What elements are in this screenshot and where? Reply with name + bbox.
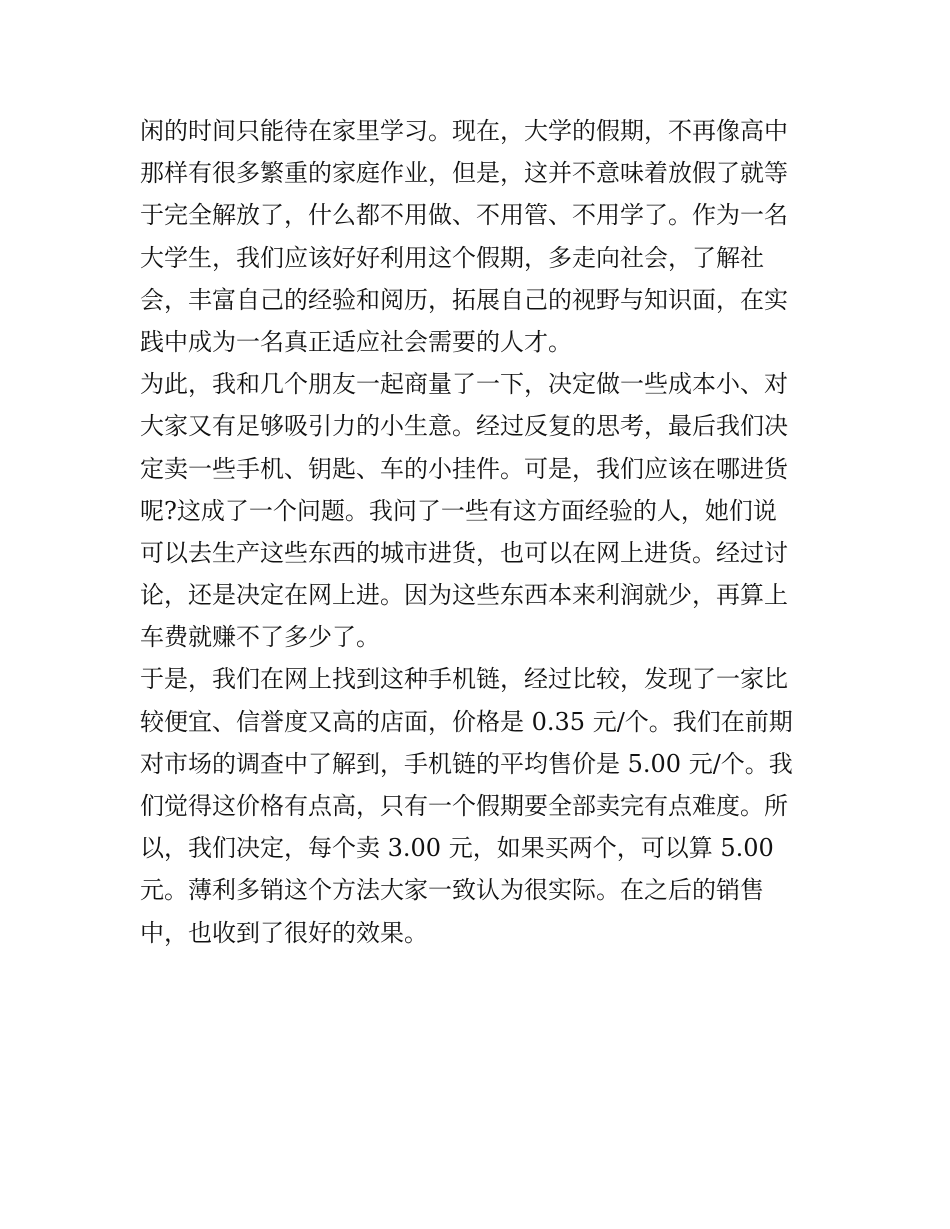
- text-line: 们觉得这价格有点高，只有一个假期要全部卖完有点难度。所: [140, 792, 788, 820]
- text-line: 可以去生产这些东西的城市进货，也可以在网上进货。经过讨: [140, 538, 788, 567]
- text-line: 较便宜、信誉度又高的店面，价格是 0.35 元/个。我们在前期: [140, 707, 793, 736]
- text-line: 对市场的调查中了解到，手机链的平均售价是 5.00 元/个。我: [140, 749, 793, 778]
- text-line: 车费就赚不了多少了。: [140, 623, 380, 652]
- text-line: 大学生，我们应该好好利用这个假期，多走向社会，了解社: [140, 243, 764, 272]
- text-line: 践中成为一名真正适应社会需要的人才。: [140, 327, 572, 356]
- text-line: 元。薄利多销这个方法大家一致认为很实际。在之后的销售: [140, 876, 764, 905]
- text-line: 论，还是决定在网上进。因为这些东西本来利润就少，再算上: [140, 581, 788, 610]
- text-line: 定卖一些手机、钥匙、车的小挂件。可是，我们应该在哪进货: [140, 454, 788, 483]
- text-line: 会，丰富自己的经验和阅历，拓展自己的视野与知识面，在实: [140, 285, 788, 314]
- text-line: 为此，我和几个朋友一起商量了一下，决定做一些成本小、对: [140, 370, 788, 399]
- text-line: 那样有很多繁重的家庭作业，但是，这并不意味着放假了就等: [140, 159, 788, 188]
- text-line: 中，也收到了很好的效果。: [140, 918, 428, 947]
- text-line: 以，我们决定，每个卖 3.00 元，如果买两个，可以算 5.00: [140, 834, 774, 863]
- text-line: 闲的时间只能待在家里学习。现在，大学的假期，不再像高中: [140, 117, 788, 145]
- text-line: 呢?这成了一个问题。我问了一些有这方面经验的人，她们说: [140, 496, 777, 525]
- body-text: [140, 110, 820, 954]
- text-line: 大家又有足够吸引力的小生意。经过反复的思考，最后我们决: [140, 412, 788, 441]
- text-line: 于是，我们在网上找到这种手机链，经过比较，发现了一家比: [140, 665, 788, 694]
- text-line: 于完全解放了，什么都不用做、不用管、不用学了。作为一名: [140, 201, 788, 230]
